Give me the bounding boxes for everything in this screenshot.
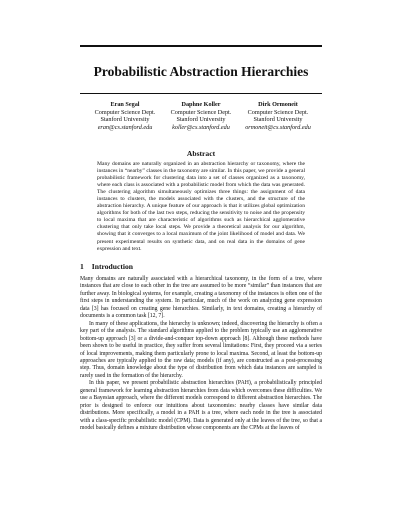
section-title: Introduction [91, 262, 134, 271]
section-heading [80, 262, 133, 271]
body-paragraph: Many domains are naturally associated with a hierarchical taxonomy, in the form of a tree, where instances that are close to each other in the tree are assumed to be more “similar” than instances that are further away. In biological systems, for example, creating a taxonomy of the instances is often one of the first steps in understanding the system. In particular, much of the work on analyzing gene expression data [3] has focused on creating gene hierarchies. Similarly, in text domains, creating a hierarchy of documents is a common task [12, 7]. [80, 276, 322, 320]
title-bottom-rule [80, 93, 322, 94]
author-affiliation: Computer Science Dept. [247, 108, 309, 116]
author-affiliation: Computer Science Dept. [170, 108, 232, 116]
body-paragraph: In this paper, we present probabilistic abstraction hierarchies (PAH), a probabilistically principled general framework for learning abstraction hierarchies from data which overcomes these difficulties. We use a Bayesian approach, where the different models correspond to different abstraction hierarchies. The prior is designed to enforce our intuitions about taxonomies: nearby classes have similar data distributions. More specifically, a model in a PAH is a tree, where each node in the tree is associated with a class-specific probabilistic model (CPM). Data is generated only at the leaves of the tree, so that a model basically defines a mixture distribution whose components are the CPMs at the leaves of [80, 380, 322, 432]
section-number: 1 [80, 262, 84, 271]
author-name: Dirk Ormoneit [258, 101, 298, 108]
abstract-text: Many domains are naturally organized in an abstraction hierarchy or taxonomy, where the instances in “nearby” classes in the taxonomy are similar. In this paper, we provide a general probabilistic framework for clustering data into a set of classes organized as a taxonomy, where each class is associated with a probabilistic model from which the data was generated. The clustering algorithm simultaneously optimizes three things: the assignment of data instances to clusters, the models associated with the clusters, and the structure of the abstraction hierarchy. A unique feature of our approach is that it utilizes global optimization algorithms for both of the last two steps, reducing the sensitivity to noise and the propensity to local maxima that are characteristic of algorithms such as hierarchical agglomerative clustering that only take local steps. We provide a theoretical analysis for our algorithm, showing that it converges to a local maximum of the joint likelihood of model and data. We present experimental results on synthetic data, and on real data in the domains of gene expression and text. [97, 161, 305, 252]
title-top-rule [80, 45, 322, 47]
author-affiliation: Computer Science Dept. [94, 108, 156, 116]
author-email[interactable]: koller@cs.stanford.edu [172, 123, 230, 131]
paper-title: Probabilistic Abstraction Hierarchies [93, 64, 309, 79]
author-institution: Stanford University [176, 116, 226, 124]
author-email[interactable]: ormoneit@cs.stanford.edu [245, 123, 311, 131]
author-institution: Stanford University [100, 116, 150, 124]
author-institution: Stanford University [253, 116, 303, 124]
author-name: Eran Segal [110, 101, 140, 108]
abstract-heading: Abstract [186, 149, 216, 158]
author-name: Daphne Koller [181, 101, 221, 108]
section-body [80, 276, 322, 433]
body-paragraph: In many of these applications, the hierarchy is unknown; indeed, discovering the hierarchy is often a key part of the analysis. The standard algorithms applied to the problem typically use an agglomerative bottom-up approach [3] or a divide-and-conquer top-down approach [8]. Although these methods have been shown to be useful in practice, they suffer from several limitations: First, they proceed via a series of local improvements, making them particularly prone to local maxima. Second, at least the bottom-up approaches are typically applied to the raw data; models (if any), are constructed as a post-processing step. Thus, domain knowledge about the type of distribution from which data instances are sampled is rarely used in the formation of the hierarchy. [80, 320, 322, 379]
author-block [230, 101, 326, 131]
author-email[interactable]: eran@cs.stanford.edu [97, 123, 153, 131]
